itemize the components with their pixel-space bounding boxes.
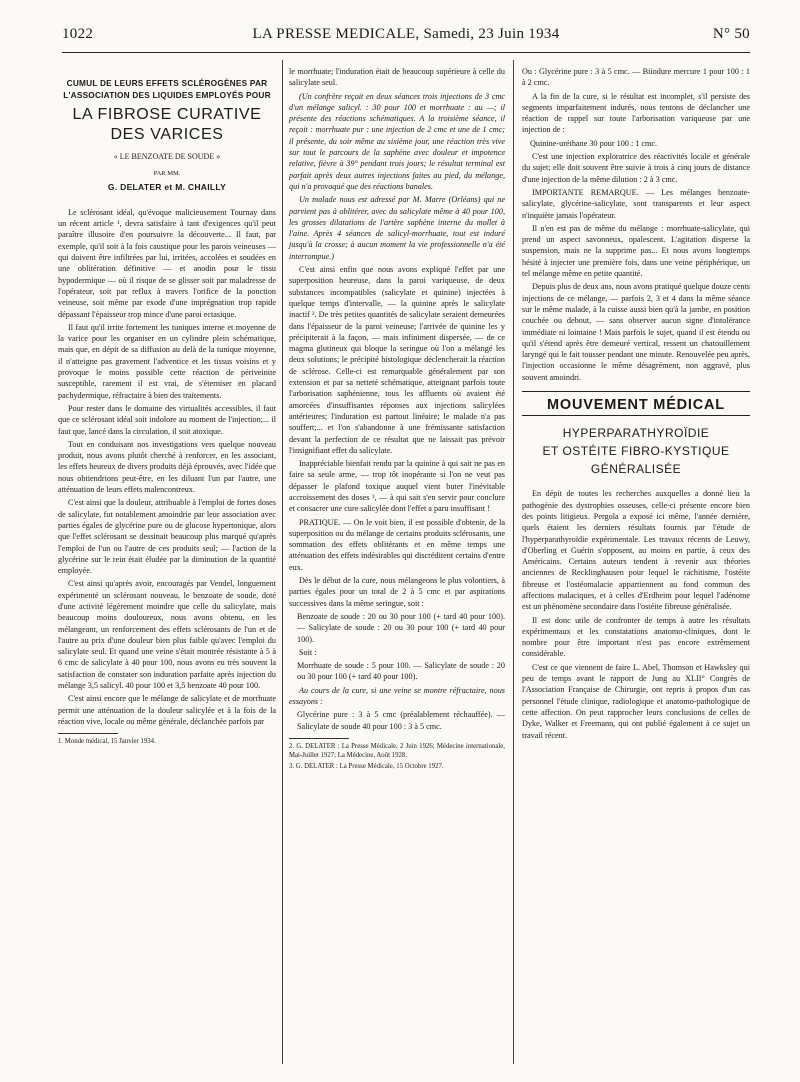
paragraph-remarque: IMPORTANTE REMARQUE. — Les mélanges benzoate-salicylate, glycérine-salicylate, sont transparents et leur aspect n'inquiète jamais l'opérateur. [522, 187, 750, 220]
article-authors: G. DELATER et M. CHAILLY [107, 181, 227, 192]
paragraph: Pour rester dans le domaine des virtualités accessibles, il faut que ce sclérosant idéal soit indolore au moment de l'injection;... il faut que, lancé dans la circulation, il soit atoxique. [58, 403, 276, 436]
article2-title-line-3: GÉNÉRALISÉE [590, 462, 682, 477]
article2-title-line-1: HYPERPARATHYROÏDIE [562, 426, 710, 441]
section-rule-thin [522, 415, 750, 416]
column-3 [522, 66, 750, 743]
article-subtitle: « LE BENZOATE DE SOUDE » [113, 152, 221, 161]
page-number: 1022 [62, 26, 94, 42]
section-title: MOUVEMENT MÉDICAL [547, 397, 725, 414]
paragraph-case-2: Un malade nous est adressé par M. Marre (Orléans) qui ne parvient pas à oblitérer, avec du salicylate même à 40 pour 100, les grosses dilatations de l'artère saphène interne du mollet à l'aine. Après 4 séances de salicyl-morrhuate, tout est induré jusqu'à la crosse; à aucun moment la vie professionnelle n'a été interrompue.) [289, 195, 505, 261]
issue-number: N° 50 [712, 26, 750, 42]
column-2 [289, 66, 505, 773]
article-title-line-1: LA FIBROSE CURATIVE [72, 106, 262, 123]
formula: Benzoate de soude : 20 ou 30 pour 100 (+ tard 40 pour 100). — Salicylate de soude : 20 ou 30 pour 100 (+ tard 40 pour 100). [297, 611, 505, 644]
formula: Quinine-uréthane 30 pour 100 : 1 cmc. [530, 138, 658, 148]
paragraph: Il n'en est pas de même du mélange : morrhuate-salicylate, qui prend un aspect savonneux, opalescent. L'agitation disperse la suspension, mais ne la supprime pas... Et nous avons longtemps hésité à injecter une première fois, dans une veine périphérique, un tel mélange même en petite quantité. [522, 223, 750, 279]
paragraph: C'est ainsi encore que le mélange de salicylate et de morrhuate permit une atténuation de la douleur salicylée et à la fois de la réaction vive, locale ou même générale, déclanchée parfois par [58, 694, 276, 726]
paragraph: Il faut qu'il irrite fortement les tuniques interne et moyenne de la varice pour les organiser en un cylindre plein schématique, mais que, en dépit de sa diffusion au delà de la tunique moyenne, il n'atteigne pas gravement l'adventice et les tissus voisins et y provoque le moins possible cette réaction de périveinite susceptible, rarement il est vrai, de s'éterniser en placard pachydermique, réfractaire à bien des traitements. [58, 322, 276, 400]
article-title [58, 105, 276, 145]
section-rule [522, 391, 750, 392]
footnote-rule [58, 733, 118, 734]
footnote: 1. Monde médical, 15 Janvier 1934. [58, 738, 156, 746]
column-1 [58, 66, 276, 748]
article-kicker: CUMUL DE LEURS EFFETS SCLÉROGÈNES PAR L'ASSOCIATION DES LIQUIDES EMPLOYÉS POUR [63, 78, 271, 100]
journal-title: LA PRESSE MEDICALE, Samedi, 23 Juin 1934 [252, 26, 560, 42]
paragraph: C'est ainsi que la douleur, attribuable à l'emploi de fortes doses de salicylate, fut notablement amoindrie par leur association avec parties égales de glycérine pure ou de glucose hypertonique, alors que l'effet sclérosant se dessinait beaucoup plus marqué qu'après l'emploi de l'un ou l'autre de ces produits seul; — l'action de la glycérine sur le rein était éludée par la diminution de la quantité employée. [58, 498, 276, 576]
footnote: 2. G. DELATER : La Presse Médicale, 2 Juin 1926; Médecine internationale, Mai-Juillet 1927; La Médecine, Août 1928. [289, 742, 505, 759]
page-header [62, 22, 750, 48]
formula: Glycérine pure : 3 à 5 cmc (préalablement réchauffée). — Salicylate de soude 40 pour 100 : 3 à 5 cmc. [297, 710, 505, 731]
footnote-rule [289, 738, 349, 739]
paragraph: A la fin de la cure, si le résultat est incomplet, s'il persiste des segments imparfaitement indurés, nous tentons de déclancher une réaction de rappel sur toute l'arborisation variqueuse par une injection de : [522, 91, 750, 135]
paragraph: C'est ce que viennent de faire L. Abel, Thomson et Hawksley qui peu de temps avant le rapport de Jung au XLII° Congrès de l'Association Française de Chirurgie, ont repris à propos d'un cas personnel l'étude clinique, radiologique et anatomo-pathologique de cette affection. On peut rapprocher leurs conclusions de celles de Dyke, Walker et Freemann, qui ont publié également à ce sujet un travail récent. [522, 662, 750, 740]
column-divider-1 [282, 60, 283, 1064]
paragraph-pratique: PRATIQUE. — On le voit bien, il est possible d'obtenir, de la superposition ou du mélange de certains produits sclérosants, une sommation des effets oblitérants et en même temps une atténuation des effets indésirables qui discréditent certains d'entre eux. [289, 517, 505, 572]
paragraph: Le sclérosant idéal, qu'évoque malicieusement Tournay dans un récent article ¹, devra satisfaire à tant d'exigences qu'il peut paraître illusoire d'en poursuivre la découverte... Il faut, par exemple, qu'il soit à la fois caustique pour les parois veineuses — qui doivent être infiltrées par lui, irritées, accolées et soudées en une oblitération définitive — et anodin pour le tissu hypodermique — où il risque de se glisser soit par maladresse de l'opérateur, soit par reflux à travers l'orifice de la ponction veineuse, soit même par exode d'une imprégnation trop rapide dépassant l'épaisseur trop mince d'une paroi ectasique. [58, 207, 276, 319]
article2-title-line-2: ET OSTÉITE FIBRO-KYSTIQUE [542, 444, 730, 459]
article-title-line-2: DES VARICES [110, 126, 224, 143]
formula: Ou : Glycérine pure : 3 à 5 cmc. — Biiodure mercure 1 pour 100 : 1 à 2 cmc. [522, 67, 750, 88]
paragraph: le morrhuate; l'induration était de beaucoup supérieure à celle du salicylate seul. [289, 67, 505, 88]
paragraph-case-1: (Un confrère reçoit en deux séances trois injections de 3 cmc d'un mélange salicyl. : 30 pour 100 et morrhuate : au —; il présente des réactions schématiques. A la troisième séance, il reçoit : morrhuate pur : une injection de 2 cmc et une de 1 cmc; il présente, du soir même au sixième jour, une réaction très vive sur tout le parcours de la saphène avec douleur et impotence relative, fièvre à 39° pendant trois jours; le résultat terminal est parfait après deux autres injections faites au pied, du mélange, qui n'a provoqué que des réactions banales. [289, 91, 505, 191]
paragraph: C'est une injection exploratrice des réactivités locale et générale du sujet; elle doit souvent être suivie à trois à cinq jours de distance d'une injection de la même dilution : 2 à 3 cmc. [522, 152, 750, 184]
header-rule [62, 52, 750, 53]
paragraph: C'est ainsi enfin que nous avons expliqué l'effet par une superposition heureuse, dans la paroi variqueuse, de deux substances incompatibles (salicylate et quinine) injectées à quelque temps d'intervalle, — la quinine après le salicylate inactif ². De très petites quantités de salicylate seraient demeurées dans l'épaisseur de la paroi veineuse; l'arrivée de quinine les y précipiterait à la façon, — mais infiniment dispersée, — de ce magma glutineux qui bloque la seringue où l'on a mélangé les deux solutions; le précipité histologique déclencherait la réaction de sclérose. Celle-ci est remarquable généralement par son extension et par sa netteté schématique, atteignant parfois toute l'arborisation saphénienne, tous les affluents où avaient été amorcées d'insuffisantes réponses aux injections salicylées antérieures; l'induration est partout linéaire; le malade n'a pas souffert;... et l'on s'abandonne à une frémissante satisfaction devant la perfection de ce résultat que ne laissait pas prévoir l'insignifiant effet du salicylate. [289, 265, 505, 455]
article2-title [522, 424, 750, 478]
paragraph: Tout en conduisant nos investigations vers quelque nouveau produit, nous avons plutôt cherché à renforcer, en les associant, les effets heureux de divers produits déjà éprouvés, avec l'idée que nous obtiendrions peut-être, en les diluant l'un par l'autre, une atténuation de leurs effets malencontreux. [58, 439, 276, 495]
paragraph: Il est donc utile de confronter de temps à autre les résultats expérimentaux et les constatations anatomo-cliniques, dont le nombre pour être important n'est pas encore extrêmement considérable. [522, 615, 750, 659]
formula: Morrhuate de soude : 5 pour 100. — Salicylate de soude : 20 ou 30 pour 100 (+ tard 40 pour 100). [297, 661, 505, 682]
paragraph: Depuis plus de deux ans, nous avons pratiqué quelque douze cents injections de ce mélange, — parfois 2, 3 et 4 dans la même séance sur le même malade, à la cuisse aussi bien qu'à la jambe, en position couchée ou debout, — sans observer aucun signe d'intolérance immédiate ni lointaine ! Mais parfois le sujet, quand il est étendu ou qu'il s'étend après être demeuré vertical, ressent un chatouillement laryngé qui le fait tousser pendant une minute. Renouvelée peu après, l'injection occasionne le même désagrément, non aggravé, plus souvent amoindri. [522, 282, 750, 382]
paragraph: Dès le début de la cure, nous mélangeons le plus volontiers, à parties égales pour un total de 2 à 5 cmc et par aspirations successives dans la même seringue, soit : [289, 576, 505, 608]
column-divider-2 [513, 60, 514, 1064]
article-par: PAR MM. [153, 170, 181, 178]
paragraph: En dépit de toutes les recherches auxquelles a donné lieu la pathogénie des dystrophies osseuses, celle-ci présente encore bien des points litigieux. Pergola a exposé ici même, l'année dernière, quels étaient les derniers résultats fournis par l'étude de l'hyperparathyroïdie expérimentale. Les travaux récents de Leuwy, d'Oberling et Guérin s'opposent, au moins en partie, à ceux des Américains. Certains auteurs tendent à revenir aux théories anciennes de Recklinghausen pour lequel le rachitisme, l'ostéite fibreuse et l'ostéomalacie appartiennent au fond commun des affections malaciques, et à celles d'Erdheim pour lequel l'adénome est un phénomène secondaire dans l'ostéite fibreuse généralisée. [522, 489, 750, 612]
paragraph: C'est ainsi qu'après avoir, encouragés par Vendel, longuement expérimenté un sclérosant nouveau, le benzoate de soude, doté d'une activité légèrement moindre que celle du salicylate, mais beaucoup moins douloureux, nous avons obtenu, en les mélangeant, un renforcement des effets sclérosants de l'un et de l'autre au prix d'une douleur bien plus faible qu'avec l'emploi du salicylate seul. Et quand une veine s'était montrée résistante à 5 à 6 cmc de salicylate à 40 pour 100, nous avons eu très souvent la satisfaction de constater son induration parfaite après injection du mélange 3,5 salicyl. 40 pour 100 et 3,5 benzoate 40 pour 100. [58, 579, 276, 691]
paragraph: Au cours de la cure, si une veine se montre réfractaire, nous essayons : [289, 685, 505, 707]
paragraph: Soit : [299, 647, 317, 657]
footnote: 3. G. DELATER : La Presse Médicale, 15 Octobre 1927. [289, 762, 444, 770]
paragraph: Inappréciable bienfait rendu par la quinine à qui sait ne pas en faire sa seule arme, — trop tôt inopérante si l'on ne veut pas dépasser le plafond toxique auquel vient buter l'inévitable accroissement des doses ³, — à qui sait s'en servir pour conclure et consacrer une cure salicylée dont l'effet a paru insuffisant ! [289, 459, 505, 514]
